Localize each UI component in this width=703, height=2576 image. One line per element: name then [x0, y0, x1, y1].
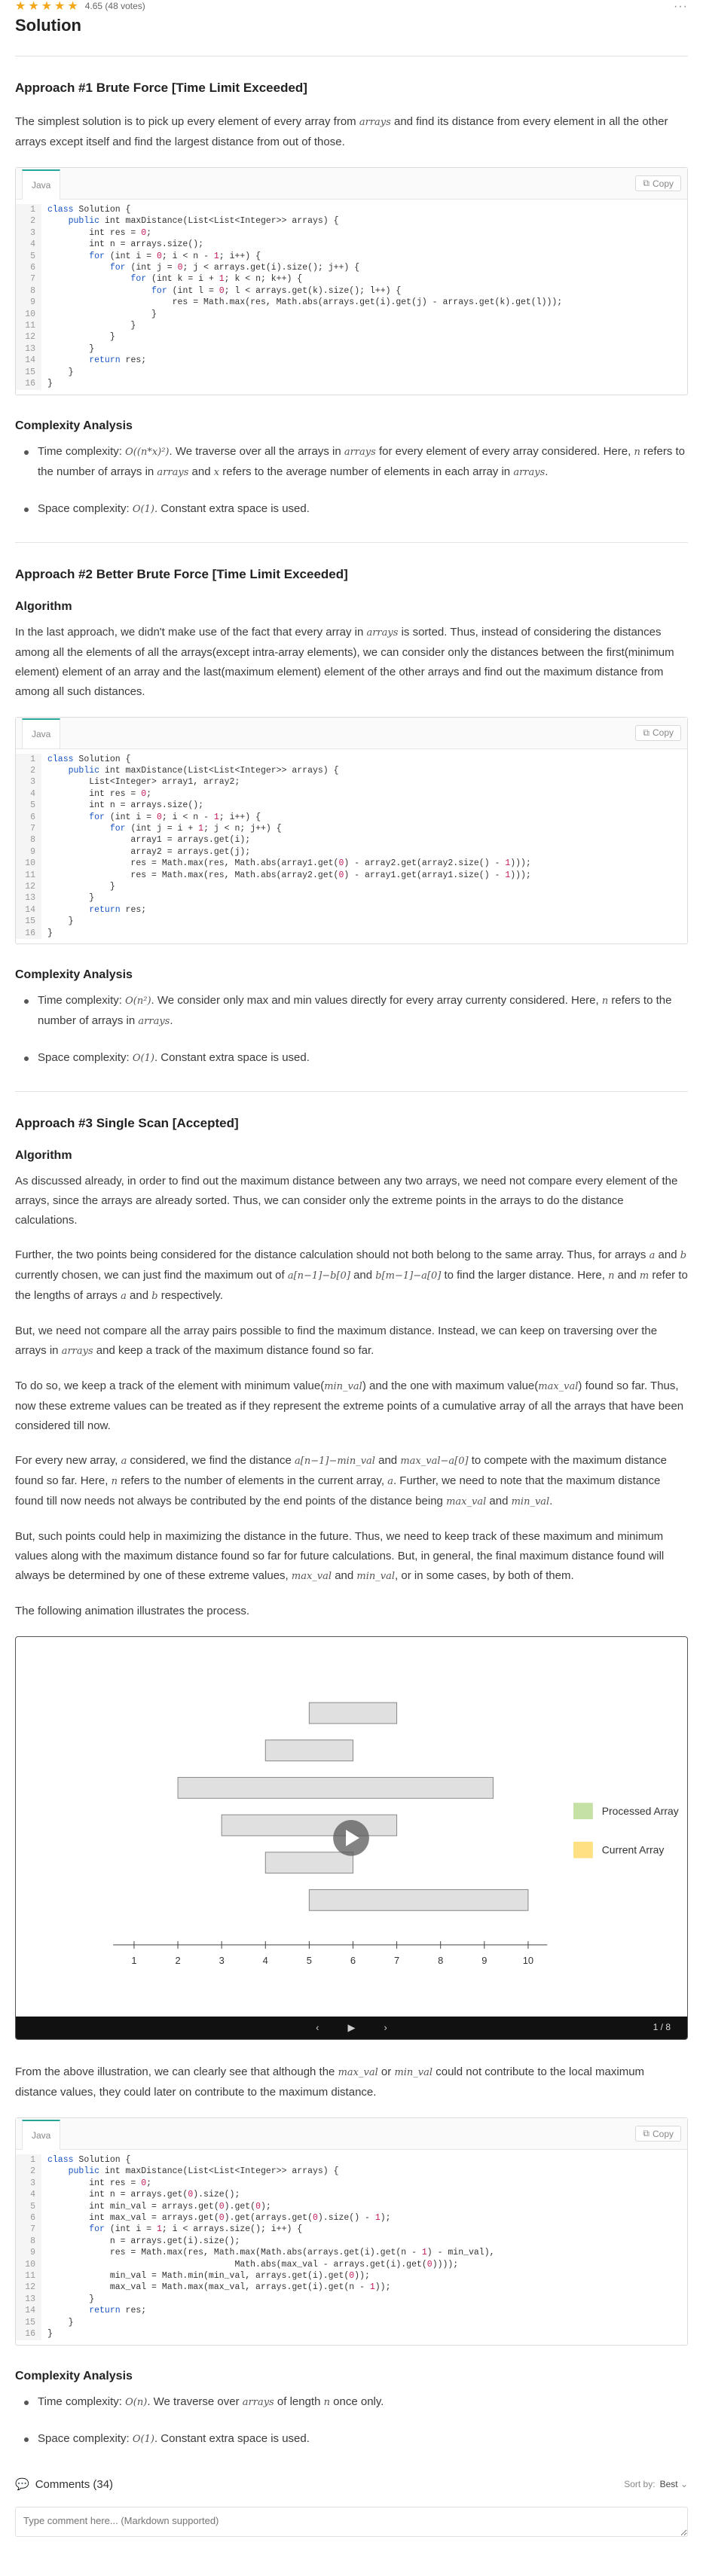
array-range-bar [265, 1852, 353, 1873]
time-complexity-item: Time complexity: O(n²). We consider only max and min values directly for every array currenty considered. Here, n refers to the number of arrays in arrays. [15, 991, 688, 1032]
line-number: 2 [30, 2166, 35, 2177]
paragraph: But, we need not compare all the array pairs possible to find the maximum distance. Instead, we can keep on traversing over the arrays in arrays and keep a track of the maximum distance found so far. [15, 1325, 658, 1357]
line-number: 2 [30, 216, 35, 227]
line-number: 4 [30, 2190, 35, 2200]
code-block-approach-1 [15, 167, 688, 395]
code-line: int n = arrays.size(); [47, 239, 204, 250]
line-number: 15 [25, 2317, 35, 2328]
line-number: 16 [25, 379, 35, 389]
line-number: 3 [30, 777, 35, 788]
time-complexity-item: Time complexity: O((n*x)²). We traverse over all the arrays in arrays for every element of every array considered. Here, n refers to the number of arrays in arrays and x refers to the average number of elements in each array in arrays. [15, 442, 688, 483]
line-number: 2 [30, 765, 35, 776]
line-number: 13 [25, 343, 35, 354]
comments-title: Comments (34) [35, 2477, 114, 2491]
code-line: } [47, 2317, 74, 2328]
ellipsis-icon[interactable]: ··· [674, 0, 688, 14]
comments-header [15, 2474, 688, 2496]
line-number: 11 [25, 321, 35, 331]
approach-3-section [15, 1114, 688, 2449]
star-rating-icon[interactable]: ★★★★★ [15, 0, 81, 14]
array-range-bar [265, 1740, 353, 1761]
code-line: for (int j = i + 1; j < n; j++) { [109, 823, 282, 834]
line-number: 3 [30, 227, 35, 238]
code-line: int max_val = arrays.get(0).get(arrays.get(0).size() - 1); [47, 2213, 391, 2224]
previous-icon[interactable]: ‹ [316, 2021, 319, 2033]
language-tab-java[interactable]: Java [22, 718, 60, 748]
copy-icon: ⧉ [643, 2128, 650, 2139]
axis-tick-label: 4 [262, 1954, 268, 1966]
line-number: 12 [25, 2282, 35, 2293]
line-number: 4 [30, 239, 35, 250]
line-number: 14 [25, 2306, 35, 2316]
line-number: 3 [30, 2178, 35, 2188]
rating-value: 4.65 [84, 1, 103, 12]
copy-button[interactable]: ⧉ Copy [635, 725, 681, 741]
divider [15, 1091, 688, 1092]
copy-button[interactable]: ⧉ Copy [635, 175, 681, 191]
line-number: 7 [30, 274, 35, 285]
line-number: 12 [25, 332, 35, 343]
next-icon[interactable]: › [384, 2021, 387, 2033]
line-number: 10 [25, 309, 35, 319]
copy-icon: ⧉ [643, 178, 650, 188]
code-line: int res = 0; [47, 227, 152, 238]
line-number: 13 [25, 893, 35, 904]
code-line: min_val = Math.min(min_val, arrays.get(i).get(0)); [47, 2271, 370, 2282]
code-line: return res; [89, 904, 147, 915]
code-line: int res = 0; [47, 788, 152, 799]
code-line: array1 = arrays.get(i); [47, 835, 251, 846]
play-icon[interactable]: ▶ [347, 2021, 356, 2033]
code-line: } [47, 893, 95, 904]
line-number: 13 [25, 2294, 35, 2304]
paragraph: To do so, we keep a track of the element with minimum value(min_val) and the one with maximum value(max_val) found so far. Thus, now these extreme values can be treated as if they represent the extreme points of a cumulative array of all the arrays that have been considered till now. [15, 1379, 684, 1432]
algorithm-heading: Algorithm [15, 1149, 72, 1162]
sort-dropdown[interactable]: Sort by: Best ⌄ [624, 2478, 688, 2489]
code-line: class Solution { [47, 754, 131, 764]
complexity-analysis-heading: Complexity Analysis [15, 419, 133, 432]
code-line: array2 = arrays.get(j); [47, 846, 251, 857]
code-line: int res = 0; [47, 2178, 152, 2188]
line-number: 5 [30, 2201, 35, 2212]
approach-2-description: In the last approach, we didn't make use of the fact that every array in arrays is sorted. Thus, instead of considering the distances among all the elements of all the arrays(except intra-array elements), we can consider only the distances between the first(minimum element) element of an array and the last(maximum element) element of the other arrays and find out the maximum distance from among all such distances. [15, 625, 674, 698]
code-line: int n = arrays.size(); [47, 800, 204, 811]
space-complexity-item: Space complexity: O(1). Constant extra space is used. [15, 1048, 688, 1069]
code-line: for (int i = 0; i < n - 1; i++) { [89, 251, 261, 261]
code-line: } [47, 321, 136, 331]
language-tab-java[interactable]: Java [22, 2120, 60, 2150]
line-number: 11 [25, 2271, 35, 2282]
code-line: return res; [89, 2306, 147, 2316]
code-lines[interactable] [41, 204, 562, 390]
algorithm-heading: Algorithm [15, 599, 72, 613]
line-number: 8 [30, 2236, 35, 2246]
animation-canvas [16, 1637, 687, 2014]
complexity-analysis-heading: Complexity Analysis [15, 2369, 133, 2382]
code-line: } [47, 379, 53, 389]
code-line: int n = arrays.get(0).size(); [47, 2190, 240, 2200]
code-block-approach-2 [15, 717, 688, 945]
code-line: for (int j = 0; j < arrays.get(i).size(); j++) { [109, 263, 360, 273]
paragraph: From the above illustration, we can clearly see that although the max_val or min_val could not contribute to the local maximum distance values, they could later on contribute to the maximum distance. [15, 2065, 645, 2099]
line-number: 1 [30, 754, 35, 764]
approach-2-section [15, 566, 688, 1069]
code-line: } [47, 343, 95, 354]
code-line: for (int k = i + 1; k < n; k++) { [130, 274, 303, 285]
axis-tick-label: 10 [522, 1954, 534, 1966]
code-block-approach-3 [15, 2117, 688, 2346]
code-line: public int maxDistance(List<List<Integer>> arrays) { [68, 216, 339, 227]
axis-tick-label: 5 [306, 1954, 312, 1966]
approach-1-description: The simplest solution is to pick up every element of every array from arrays and find its distance from every element in all the other arrays except itself and find the largest distance from out of those. [15, 115, 668, 148]
code-line: class Solution { [47, 205, 131, 215]
approach-3-title: Approach #3 Single Scan [Accepted] [15, 1116, 239, 1130]
line-number: 6 [30, 2213, 35, 2224]
code-line: } [47, 2294, 95, 2304]
code-line: res = Math.max(res, Math.abs(array1.get(0) - array2.get(array2.size() - 1))); [47, 858, 531, 869]
line-number: 9 [30, 297, 35, 308]
line-number: 16 [25, 2329, 35, 2340]
slide-counter: 1 / 8 [653, 2022, 671, 2033]
line-number: 10 [25, 2259, 35, 2270]
code-line: for (int i = 1; i < arrays.size(); i++) { [89, 2224, 303, 2235]
approach-1-title: Approach #1 Brute Force [Time Limit Exceeded] [15, 81, 307, 95]
legend-swatch [573, 1803, 593, 1819]
code-line: } [47, 881, 115, 892]
axis-tick-label: 8 [438, 1954, 444, 1966]
divider [15, 542, 688, 543]
line-number: 7 [30, 823, 35, 834]
paragraph: For every new array, a considered, we find the distance a[n−1]−min_val and max_val−a[0] to compete with the maximum distance found so far. Here, n refers to the number of elements in the current array, a. Further, we need to note that the maximum distance found till now needs not always be contributed by the end points of the distance being max_val and min_val. [15, 1454, 668, 1507]
line-numbers [16, 2154, 41, 2340]
code-line: } [47, 367, 74, 377]
line-number: 8 [30, 285, 35, 296]
code-line: res = Math.max(res, Math.abs(array2.get(0) - array1.get(array1.size() - 1))); [47, 870, 531, 880]
code-line: for (int l = 0; l < arrays.get(k).size(); l++) { [151, 285, 402, 296]
axis-tick-label: 1 [131, 1954, 137, 1966]
comment-icon: 💬 [15, 2477, 29, 2491]
line-number: 4 [30, 788, 35, 799]
array-range-bar [222, 1815, 396, 1836]
approach-1-section [15, 79, 688, 520]
legend-swatch [573, 1842, 593, 1858]
copy-button[interactable]: ⧉ Copy [635, 2126, 681, 2142]
array-range-bar [178, 1777, 493, 1798]
line-numbers [16, 204, 41, 390]
code-lines[interactable] [41, 2154, 495, 2340]
legend-label: Processed Array [601, 1805, 679, 1818]
code-line: max_val = Math.max(max_val, arrays.get(i).get(n - 1)); [47, 2282, 391, 2293]
page-title: Solution [15, 16, 81, 35]
line-number: 15 [25, 916, 35, 927]
code-line: } [47, 2329, 53, 2340]
comment-input[interactable] [15, 2507, 688, 2537]
code-line: public int maxDistance(List<List<Integer>> arrays) { [68, 765, 339, 776]
line-number: 7 [30, 2224, 35, 2235]
rating-bar [15, 0, 688, 14]
line-number: 11 [25, 870, 35, 880]
line-number: 12 [25, 881, 35, 892]
line-number: 14 [25, 904, 35, 915]
code-lines[interactable] [41, 754, 531, 940]
language-tab-java[interactable]: Java [22, 169, 60, 200]
complexity-list [15, 2392, 688, 2449]
axis-tick-label: 7 [394, 1954, 400, 1966]
animation-controls [16, 2017, 687, 2039]
code-line: res = Math.max(res, Math.max(Math.abs(arrays.get(i).get(n - 1) - min_val), [47, 2248, 495, 2258]
line-number: 6 [30, 812, 35, 822]
line-number: 6 [30, 263, 35, 273]
line-number: 9 [30, 846, 35, 857]
axis-tick-label: 3 [219, 1954, 225, 1966]
array-range-bar [309, 1703, 396, 1724]
approach-2-title: Approach #2 Better Brute Force [Time Limit Exceeded] [15, 566, 348, 581]
line-number: 5 [30, 800, 35, 811]
rating-votes: (48 votes) [105, 1, 145, 12]
line-number: 8 [30, 835, 35, 846]
code-line: } [47, 928, 53, 938]
line-number: 9 [30, 2248, 35, 2258]
paragraph: The following animation illustrates the process. [15, 1605, 249, 1617]
code-line: int min_val = arrays.get(0).get(0); [47, 2201, 271, 2212]
complexity-list [15, 991, 688, 1069]
code-line: public int maxDistance(List<List<Integer>> arrays) { [68, 2166, 339, 2177]
complexity-list [15, 442, 688, 520]
complexity-analysis-heading: Complexity Analysis [15, 968, 133, 981]
code-line: for (int i = 0; i < n - 1; i++) { [89, 812, 261, 822]
code-line: } [47, 332, 115, 343]
line-number: 1 [30, 205, 35, 215]
paragraph: But, such points could help in maximizing the distance in the future. Thus, we need to keep track of these maximum and minimum values along with the maximum distance found so far for future calculations. But, in general, the final maximum distance found will always be determined by one of these extreme values, max_val and min_val, or in some cases, by both of them. [15, 1530, 665, 1582]
line-number: 15 [25, 367, 35, 377]
paragraph: As discussed already, in order to find out the maximum distance between any two arrays, we need not compare every element of the arrays, since the arrays are already sorted. Thus, we can consider only the extreme points in the arrays to do the distance calculations. [15, 1175, 678, 1227]
line-number: 16 [25, 928, 35, 938]
code-line: res = Math.max(res, Math.abs(arrays.get(i).get(j) - arrays.get(k).get(l))); [47, 297, 563, 308]
axis-tick-label: 9 [481, 1954, 488, 1966]
line-number: 10 [25, 858, 35, 869]
copy-icon: ⧉ [643, 727, 650, 738]
paragraph: Further, the two points being considered for the distance calculation should not both belong to the same array. Thus, for arrays a and b currently chosen, we can just find the maximum out of a[n−1]−b[0] and b[m−1]−a[0] to find the larger distance. Here, n and m refer to the lengths of arrays a and b respectively. [15, 1248, 688, 1302]
axis-tick-label: 6 [350, 1954, 356, 1966]
legend-label: Current Array [601, 1843, 665, 1856]
line-number: 1 [30, 2155, 35, 2165]
code-line: } [47, 916, 74, 927]
code-line: return res; [89, 355, 147, 366]
line-number: 14 [25, 355, 35, 366]
space-complexity-item: Space complexity: O(1). Constant extra space is used. [15, 2429, 688, 2449]
code-line: List<Integer> array1, array2; [47, 777, 240, 788]
time-complexity-item: Time complexity: O(n). We traverse over arrays of length n once only. [15, 2392, 688, 2413]
code-line: n = arrays.get(i).size(); [47, 2236, 240, 2246]
code-line: } [47, 309, 157, 319]
code-line: class Solution { [47, 2155, 131, 2165]
line-number: 5 [30, 251, 35, 261]
axis-tick-label: 2 [175, 1954, 181, 1966]
line-numbers [16, 754, 41, 940]
code-line: Math.abs(max_val - arrays.get(i).get(0)))); [47, 2259, 459, 2270]
chevron-down-icon: ⌄ [680, 2478, 688, 2489]
space-complexity-item: Space complexity: O(1). Constant extra space is used. [15, 499, 688, 520]
animation-player [15, 1636, 688, 2040]
array-range-bar [309, 1889, 528, 1910]
